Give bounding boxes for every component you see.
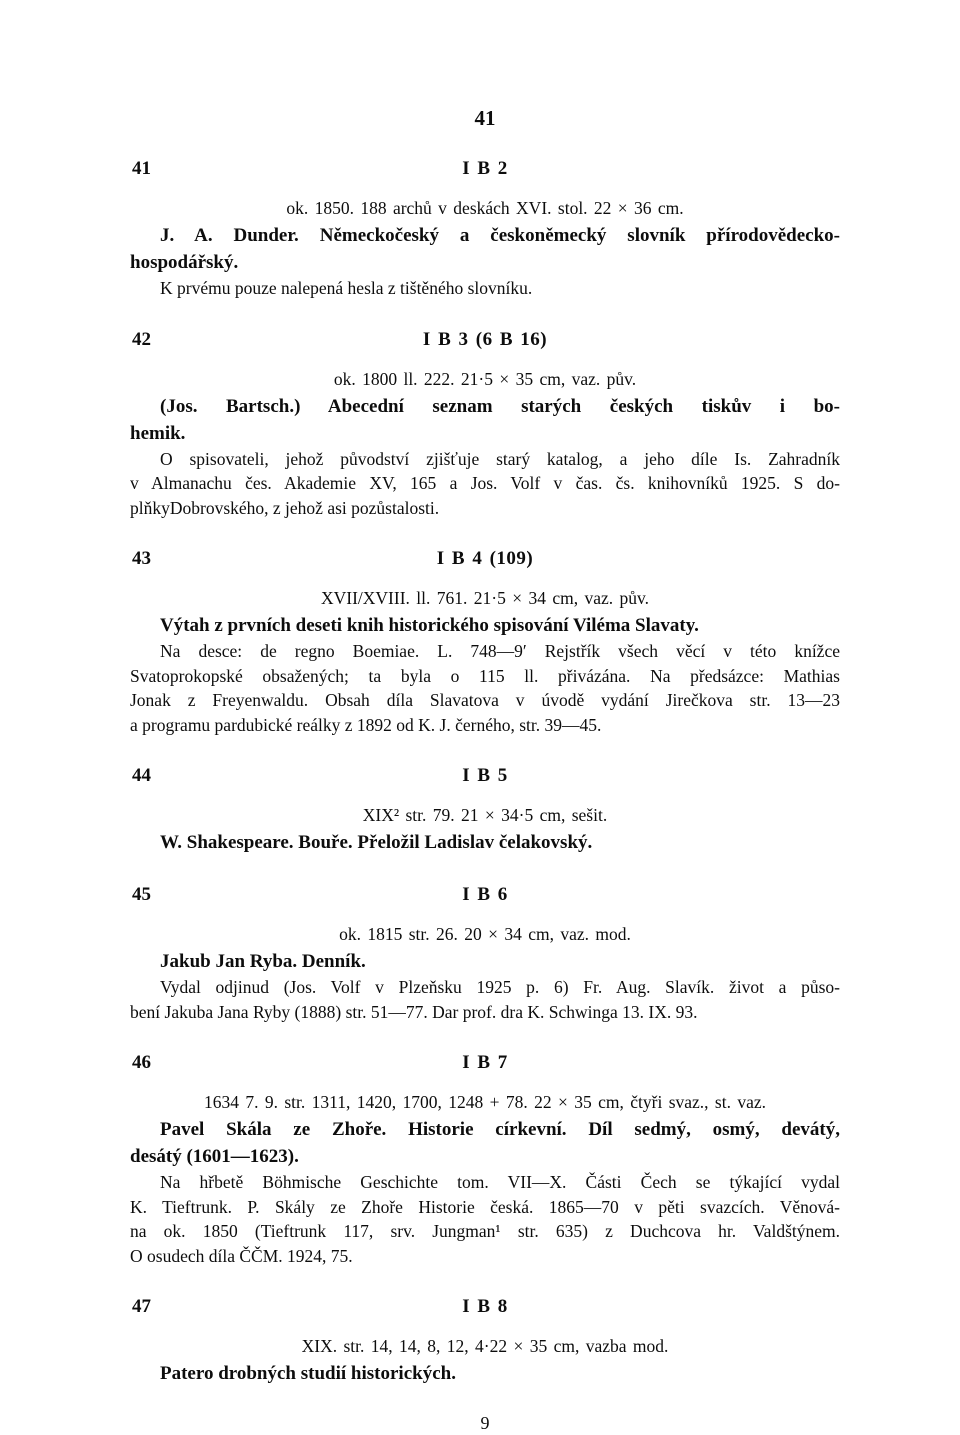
entry-collation: XVII/XVIII. ll. 761. 21·5 × 34 cm, vaz. pův.	[320, 588, 649, 608]
entry-collation: XIX² str. 79. 21 × 34·5 cm, sešit.	[362, 805, 608, 825]
note-line: K. Tieftrunk. P. Skály ze Zhoře Historie česká. 1865—70 v pěti svazcích. Věnová-	[130, 1196, 840, 1217]
entry-header	[130, 764, 840, 789]
title-line: Jakub Jan Ryba. Denník.	[160, 951, 366, 972]
entry-note	[130, 639, 840, 737]
entry-title	[130, 612, 840, 639]
entry-shelfmark: I B 5	[462, 765, 508, 786]
entry-number: 42	[132, 328, 151, 350]
note-line: v Almanachu čes. Akademie XV, 165 a Jos. Volf v čas. čs. knihovníků 1925. S do-	[130, 473, 840, 493]
note-line: plňkyDobrovského, z jehož asi pozůstalosti.	[130, 497, 440, 518]
entry-note	[130, 276, 840, 301]
entry-number: 46	[132, 1052, 151, 1073]
entries-list	[130, 157, 840, 1387]
title-line: desátý (1601—1623).	[130, 1146, 299, 1167]
catalog-entry	[130, 1051, 840, 1268]
note-line: K prvému pouze nalepená hesla z tištěného slovníku.	[160, 278, 533, 298]
entry-header	[130, 883, 840, 908]
entry-shelfmark: I B 3 (6 B 16)	[422, 328, 548, 350]
catalog-entry	[130, 157, 840, 301]
entry-title	[130, 222, 840, 276]
entry-collation: 1634 7. 9. str. 1311, 1420, 1700, 1248 + 78. 22 × 35 cm, čtyři svaz., st. vaz.	[204, 1092, 766, 1112]
entry-note	[130, 447, 840, 521]
note-line: Na hřbetě Böhmische Geschichte tom. VII—X. Části Čech se týkající vydal	[160, 1172, 840, 1192]
note-line: Svatoprokopské obsažených; ta byla o 115 ll. přivázána. Na předsázce: Mathias	[130, 665, 840, 686]
catalog-entry	[130, 547, 840, 737]
entry-title	[130, 1116, 840, 1170]
title-line: Patero drobných studií historických.	[160, 1363, 456, 1384]
entry-title	[130, 829, 840, 856]
entry-header	[130, 1051, 840, 1076]
title-line: hemik.	[130, 422, 186, 444]
entry-number: 47	[132, 1296, 151, 1317]
title-line: J. A. Dunder. Německočeský a českoněmecký slovník přírodovědecko-	[160, 225, 840, 246]
note-line: O osudech díla ČČM. 1924, 75.	[130, 1245, 353, 1266]
entry-collation: ok. 1815 str. 26. 20 × 34 cm, vaz. mod.	[339, 924, 631, 944]
catalog-entry	[130, 328, 840, 521]
note-line: Jonak z Freyenwaldu. Obsah díla Slavatova v úvodě vydání Jirečkova str. 13—23	[130, 690, 840, 710]
entry-header	[130, 1295, 840, 1320]
entry-note	[130, 975, 840, 1024]
entry-shelfmark: I B 2	[462, 158, 508, 179]
title-line: Výtah z prvních deseti knih historického spisování Viléma Slavaty.	[160, 615, 699, 636]
entry-collation: ok. 1800 ll. 222. 21·5 × 35 cm, vaz. pův.	[333, 368, 637, 389]
entry-title	[130, 948, 840, 975]
entry-shelfmark: I B 6	[462, 884, 508, 905]
title-line: Pavel Skála ze Zhoře. Historie církevní. Díl sedmý, osmý, devátý,	[160, 1119, 840, 1140]
entry-collation: ok. 1850. 188 archů v deskách XVI. stol. 22 × 36 cm.	[286, 198, 684, 218]
note-line: Na desce: de regno Boemiae. L. 748—9′ Rejstřík všech věcí v této knížce	[160, 641, 840, 661]
note-line: O spisovateli, jehož původství zjišťuje starý katalog, a jeho díle Is. Zahradník	[160, 448, 840, 469]
title-line: (Jos. Bartsch.) Abecední seznam starých českých tiskův i bo-	[160, 395, 840, 417]
catalog-entry	[130, 883, 840, 1024]
note-line: bení Jakuba Jana Ryby (1888) str. 51—77. Dar prof. dra K. Schwinga 13. IX. 93.	[130, 1001, 698, 1022]
entry-title	[130, 393, 840, 447]
note-line: na ok. 1850 (Tieftrunk 117, srv. Jungman¹ str. 635) z Duchcova hr. Valdštýnem.	[130, 1221, 840, 1241]
entry-number: 45	[132, 884, 151, 905]
entry-collation: XIX. str. 14, 14, 8, 12, 4·22 × 35 cm, vazba mod.	[301, 1336, 669, 1356]
entry-shelfmark: I B 4 (109)	[436, 548, 534, 569]
entry-header	[130, 157, 840, 182]
catalog-entry	[130, 764, 840, 856]
entry-header	[130, 328, 840, 353]
entry-note	[130, 1170, 840, 1268]
entry-number: 41	[132, 158, 151, 179]
entry-title	[130, 1360, 840, 1387]
title-line: W. Shakespeare. Bouře. Přeložil Ladislav čelakovský.	[160, 832, 593, 853]
entry-header	[130, 547, 840, 572]
note-line: Vydal odjinud (Jos. Volf v Plzeňsku 1925 p. 6) Fr. Aug. Slavík. život a půso-	[160, 977, 840, 997]
page-footer-number: 9	[480, 1413, 490, 1433]
entry-number: 43	[132, 548, 151, 569]
page-header-number: 41	[474, 106, 496, 130]
note-line: a programu pardubické reálky z 1892 od K. J. černého, str. 39—45.	[130, 714, 602, 735]
entry-shelfmark: I B 8	[462, 1296, 508, 1317]
title-line: hospodářský.	[130, 252, 239, 273]
entry-shelfmark: I B 7	[462, 1052, 508, 1073]
entry-number: 44	[132, 765, 151, 786]
catalog-entry	[130, 1295, 840, 1387]
